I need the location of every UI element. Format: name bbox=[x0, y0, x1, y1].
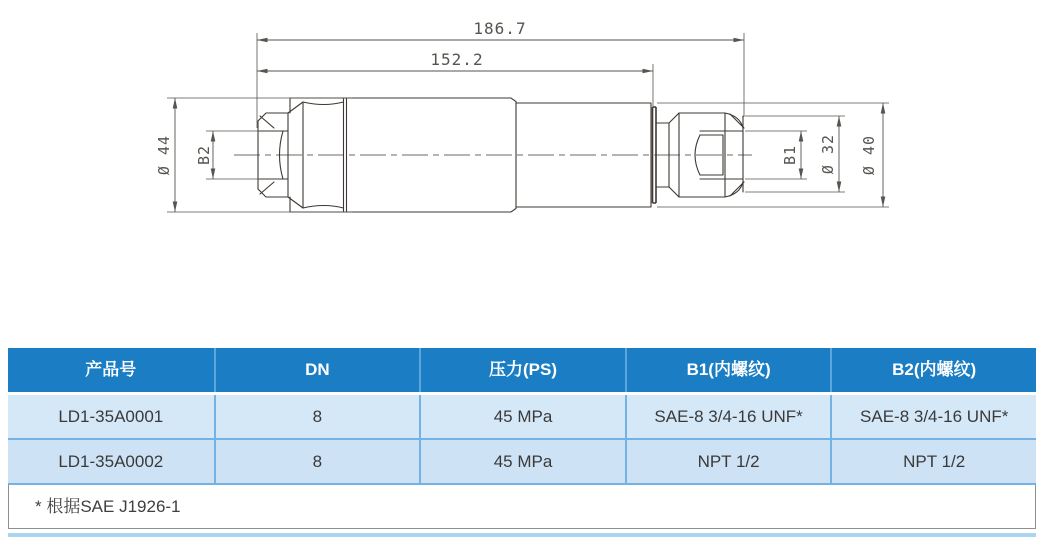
dim-label-thread-b1: B1 bbox=[781, 144, 799, 166]
cell-product-no: LD1-35A0002 bbox=[58, 452, 164, 471]
cell-product-no: LD1-35A0001 bbox=[58, 407, 164, 426]
dim-label-diameter-44: Ø 44 bbox=[155, 134, 173, 176]
header-cell-product-no: 产品号 bbox=[85, 360, 137, 379]
product-table-header bbox=[8, 348, 1036, 392]
dim-label-total-length: 186.7 bbox=[473, 19, 527, 38]
cell-b2-thread: NPT 1/2 bbox=[830, 440, 1036, 483]
header-cell-b2-thread: B2(内螺纹) bbox=[830, 348, 1036, 392]
dim-label-thread-b2: B2 bbox=[195, 144, 213, 166]
dim-label-body-length: 152.2 bbox=[430, 50, 484, 69]
dim-diameter-40 bbox=[657, 103, 889, 207]
header-cell-b1-thread: B1(内螺纹) bbox=[625, 348, 831, 392]
product-row-1 bbox=[8, 395, 1036, 438]
cell-dn: 8 bbox=[214, 395, 420, 438]
dim-label-diameter-40: Ø 40 bbox=[860, 134, 878, 176]
dim-label-diameter-32: Ø 32 bbox=[819, 133, 837, 175]
dim-thread-b1 bbox=[745, 131, 807, 179]
cell-b1-thread: SAE-8 3/4-16 UNF* bbox=[625, 395, 831, 438]
product-spec-table bbox=[8, 348, 1036, 537]
cell-pressure: 45 MPa bbox=[419, 440, 625, 483]
dim-total-length bbox=[257, 19, 744, 128]
cell-b2-thread: SAE-8 3/4-16 UNF* bbox=[830, 395, 1036, 438]
cell-b1-thread: NPT 1/2 bbox=[625, 440, 831, 483]
header-cell-dn: DN bbox=[214, 348, 420, 392]
table-footnote: * 根据SAE J1926-1 bbox=[8, 485, 1036, 529]
cell-dn: 8 bbox=[214, 440, 420, 483]
product-row-2 bbox=[8, 440, 1036, 483]
header-cell-pressure: 压力(PS) bbox=[419, 348, 625, 392]
table-bottom-accent bbox=[8, 533, 1036, 537]
cell-pressure: 45 MPa bbox=[419, 395, 625, 438]
